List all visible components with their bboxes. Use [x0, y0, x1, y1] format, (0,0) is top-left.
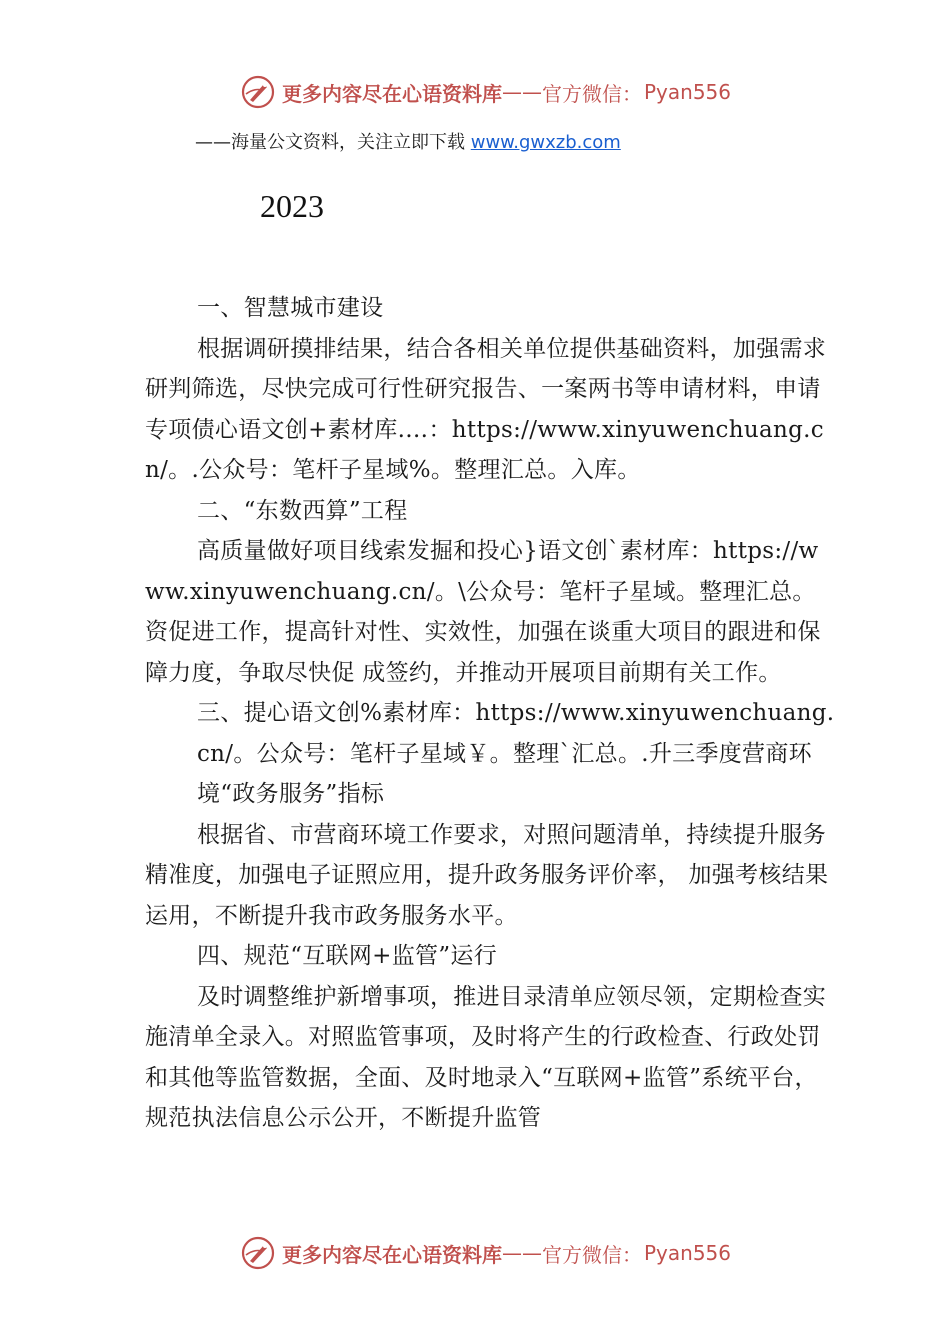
- section-heading-3: 三、提心语文创%素材库：https://www.xinyuwenchuang.cn/。公众号：笔杆子星域￥。整理`汇总。.升三季度营商环境“政务服务”指标: [197, 700, 835, 807]
- footer-banner-dash: —: [502, 1241, 522, 1265]
- download-notice: [195, 128, 621, 154]
- footer-banner: [240, 1233, 731, 1273]
- document-body: [145, 288, 835, 1139]
- download-link[interactable]: www.gwxzb.com: [470, 132, 621, 153]
- banner-dash-2: —: [522, 80, 542, 104]
- section-heading-4: 四、规范“互联网+监管”运行: [197, 943, 497, 969]
- section-heading-2: 二、“东数西算”工程: [197, 497, 408, 524]
- footer-banner-main-text: 更多内容尽在心语资料库: [282, 1242, 502, 1267]
- banner-wechat-id: Pyan556: [644, 80, 732, 104]
- footer-banner-wechat-id: Pyan556: [644, 1241, 732, 1265]
- section-heading-1: 一、智慧城市建设: [197, 295, 384, 321]
- banner-main-text: 更多内容尽在心语资料库: [282, 81, 502, 106]
- section-paragraph-4: 及时调整维护新增事项，推进目录清单应领尽领，定期检查实施清单全录入。对照监管事项，及时将产生的行政检查、行政处罚和其他等监管数据，全面、及时地录入“互联网+监管”系统平台，规范执法信息公示公开，不断提升监管: [145, 983, 827, 1131]
- footer-banner-wechat-label: 官方微信：: [542, 1242, 642, 1267]
- pen-nib-logo-icon: [240, 74, 276, 110]
- section-paragraph-2: 高质量做好项目线索发掘和投心}语文创`素材库：https://www.xinyuwenchuang.cn/。\公众号：笔杆子星域。整理汇总。资促进工作，提高针对性、实效性，加强在谈重大项目的跟进和保障力度，争取尽快促 成签约，并推动开展项目前期有关工作。: [145, 538, 821, 686]
- banner-dash: —: [502, 80, 522, 104]
- section-paragraph-1: 根据调研摸排结果，结合各相关单位提供基础资料，加强需求研判筛选，尽快完成可行性研究报告、一案两书等申请材料，申请专项债心语文创+素材库.…：https://www.xinyuwenchuang.cn/。.公众号：笔杆子星域%。整理汇总。入库。: [145, 335, 827, 483]
- header-banner: [240, 72, 731, 112]
- banner-wechat-label: 官方微信：: [542, 81, 642, 106]
- section-paragraph-3: 根据省、市营商环境工作要求，对照问题清单，持续提升服务精准度，加强电子证照应用，提升政务服务评价率， 加强考核结果运用，不断提升我市政务服务水平。: [145, 821, 829, 929]
- footer-banner-dash-2: —: [522, 1241, 542, 1265]
- pen-nib-logo-icon: [240, 1235, 276, 1271]
- document-year: 2023: [260, 188, 324, 224]
- download-notice-text: ——海量公文资料，关注立即下载: [195, 132, 471, 153]
